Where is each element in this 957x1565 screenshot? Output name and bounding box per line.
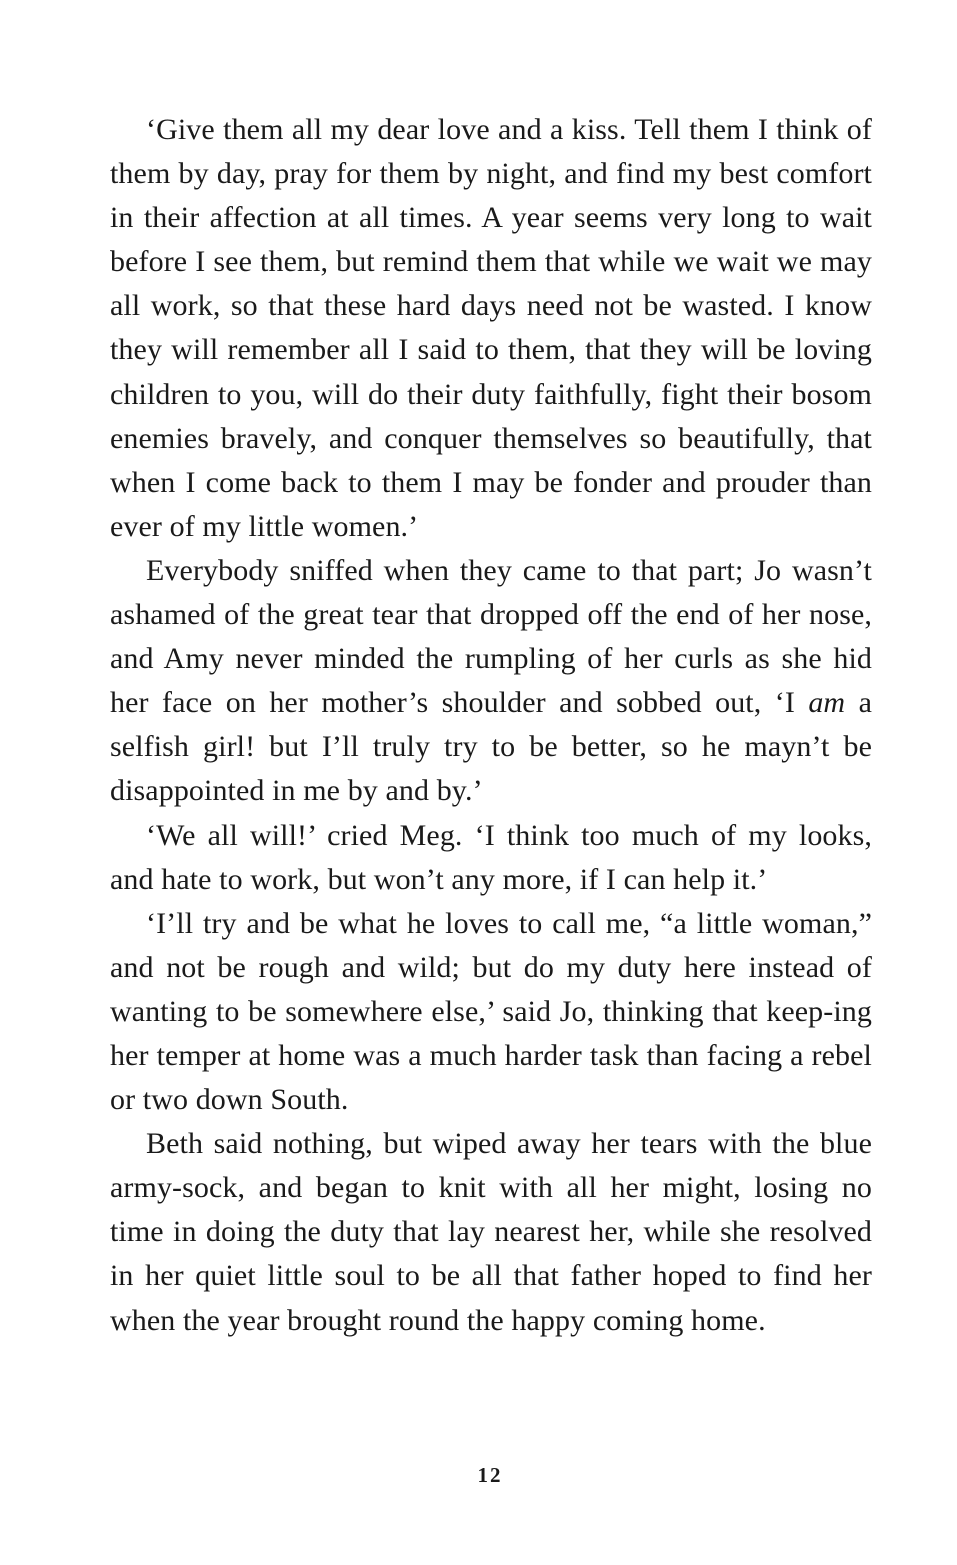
- paragraph-text: Everybody sniffed when they came to that part; Jo wasn’t ashamed of the great tear that dropped off the end of her nose, and Amy never minded the rumpling of her curls as she hid her face on her mother’s shoulder and sobbed out, ‘I: [110, 553, 872, 720]
- page-number: 12: [477, 1463, 503, 1487]
- paragraph-text: a selfish girl! but I’ll truly try to be better, so he mayn’t be disappointed in me by and by.’: [110, 686, 872, 808]
- paragraph-text: Beth said nothing, but wiped away her tears with the blue army-sock, and began to knit with all her might, losing no time in doing the duty that lay nearest her, while she resolved in her quiet little soul to be all that father hoped to find her when the year brought round the happy coming home.: [110, 1127, 872, 1337]
- paragraph-meg: [110, 814, 872, 902]
- paragraph-text: ‘I’ll try and be what he loves to call me, “a little woman,” and not be rough and wild; but do my duty here instead of wanting to be somewhere else,’ said Jo, thinking that keep-ing her temper at home was a much harder task than facing a rebel or two down South.: [110, 906, 872, 1117]
- paragraph-text: ‘Give them all my dear love and a kiss. Tell them I think of them by day, pray for them by night, and find my best comfort in their affection at all times. A year seems very long to wait before I see them, but remind them that while we wait we may all work, so that these hard days need not be wasted. I know they will remember all I said to them, that they will be loving children to you, will do their duty faithfully, fight their bosom enemies bravely, and conquer themselves so beautifully, that when I come back to them I may be fonder and prouder than ever of my little women.’: [110, 113, 872, 543]
- body-text: [110, 108, 872, 1343]
- emphasized-word: am: [808, 686, 846, 720]
- paragraph-jo: [110, 902, 872, 1122]
- paragraph-everybody-sniffed: [110, 549, 872, 814]
- paragraph-beth: [110, 1122, 872, 1342]
- paragraph-text: ‘We all will!’ cried Meg. ‘I think too much of my looks, and hate to work, but won’t any more, if I can help it.’: [110, 818, 872, 896]
- paragraph-letter-quote: [110, 108, 872, 549]
